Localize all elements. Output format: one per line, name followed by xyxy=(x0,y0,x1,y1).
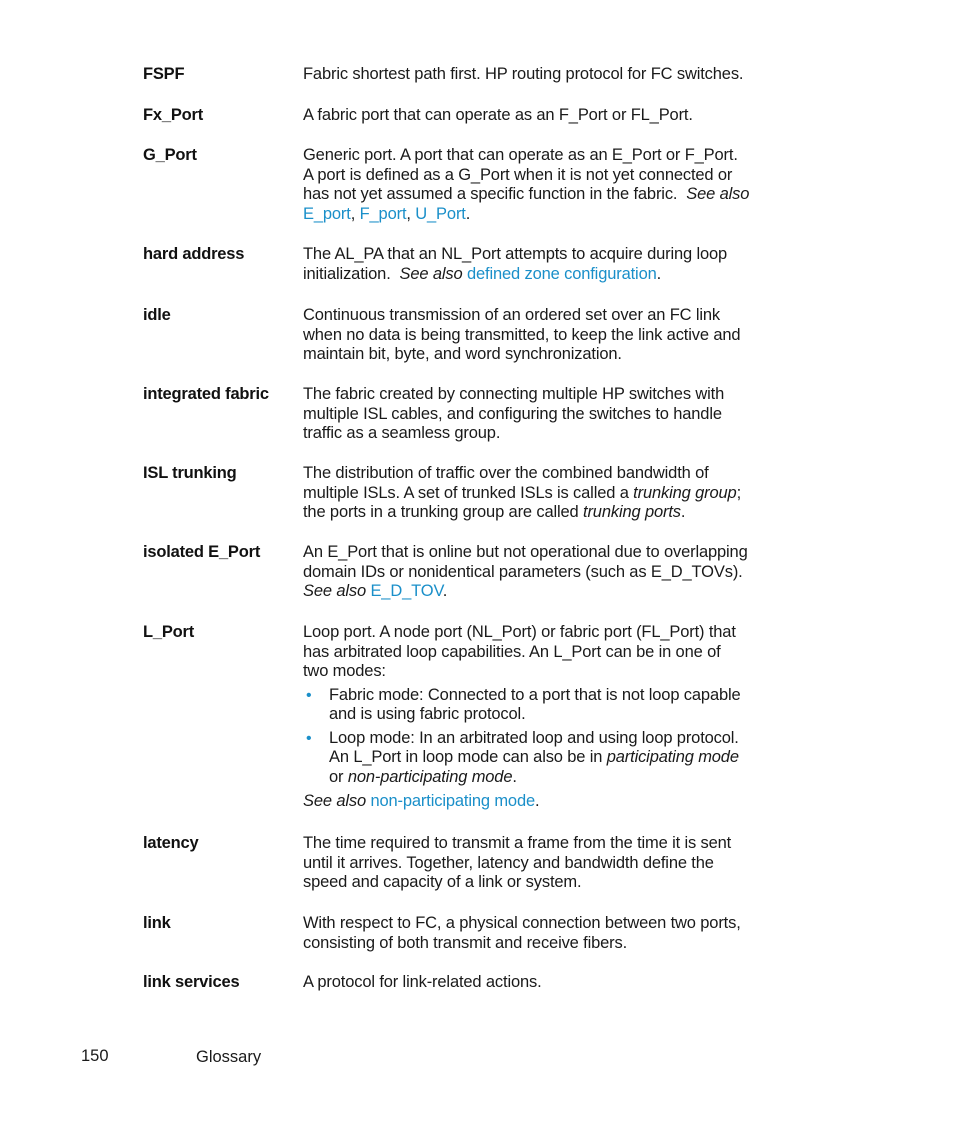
definition-line: Continuous transmission of an ordered set over an FC link xyxy=(303,306,720,324)
bullet-line xyxy=(329,768,783,788)
glossary-term: idle xyxy=(143,306,171,324)
glossary-term: hard address xyxy=(143,245,245,263)
see-also-label: See also xyxy=(399,264,463,283)
glossary-definition xyxy=(303,464,783,523)
definition-line: domain IDs or nonidentical parameters (such as E_D_TOVs). xyxy=(303,562,743,581)
see-also-label: See also xyxy=(303,582,367,600)
emphasis-trunking-ports: trunking ports xyxy=(583,503,681,521)
emphasis-trunking-group: trunking group xyxy=(633,483,737,502)
definition-text: the ports in a trunking group are called xyxy=(303,503,584,521)
definition-line xyxy=(303,185,783,205)
see-also-label: See also xyxy=(686,185,750,203)
definition-line: A protocol for link-related actions. xyxy=(303,973,542,991)
glossary-term: ISL trunking xyxy=(143,464,237,482)
link-non-participating-mode[interactable]: non-participating mode xyxy=(370,792,536,810)
glossary-definition xyxy=(303,834,783,893)
definition-line: consisting of both transmit and receive fibers. xyxy=(303,933,628,952)
definition-line: See also non-participating mode. xyxy=(303,792,540,810)
list-item xyxy=(303,729,783,788)
bullet-line: Fabric mode: Connected to a port that is not loop capable xyxy=(329,685,741,704)
definition-line: A fabric port that can operate as an F_Port or FL_Port. xyxy=(303,106,693,124)
page-number: 150 xyxy=(81,1047,109,1065)
definition-line: maintain bit, byte, and word synchronization. xyxy=(303,345,622,363)
bullet-line: Loop mode: In an arbitrated loop and using loop protocol. xyxy=(329,728,739,747)
definition-line: has arbitrated loop capabilities. An L_Port can be in one of xyxy=(303,642,721,661)
definition-line: An E_Port that is online but not operational due to overlapping xyxy=(303,543,748,561)
bullet-text: An L_Port in loop mode can also be in xyxy=(329,748,607,766)
definition-text: initialization. xyxy=(303,264,391,283)
glossary-definition xyxy=(303,106,783,126)
glossary-term: link xyxy=(143,914,171,932)
link-u-port[interactable]: U_Port xyxy=(415,204,466,223)
glossary-definition xyxy=(303,543,783,602)
definition-line: speed and capacity of a link or system. xyxy=(303,873,582,891)
glossary-definition xyxy=(303,623,783,812)
bullet-icon: • xyxy=(306,686,312,704)
definition-line: See also E_D_TOV. xyxy=(303,582,448,600)
glossary-definition xyxy=(303,914,783,953)
definition-line: The time required to transmit a frame from the time it is sent xyxy=(303,834,732,852)
glossary-term: FSPF xyxy=(143,65,185,83)
bullet-text: or xyxy=(329,767,348,786)
definition-line: The AL_PA that an NL_Port attempts to acquire during loop xyxy=(303,245,728,263)
definition-line xyxy=(303,503,783,523)
definition-line: traffic as a seamless group. xyxy=(303,424,501,442)
glossary-term: isolated E_Port xyxy=(143,543,261,561)
glossary-definition xyxy=(303,245,783,284)
bullet-line: and is using fabric protocol. xyxy=(329,705,526,723)
glossary-definition xyxy=(303,385,783,444)
glossary-term: link services xyxy=(143,973,240,991)
bullet-icon: • xyxy=(306,729,312,747)
punctuation: . xyxy=(680,503,686,521)
link-e-d-tov[interactable]: E_D_TOV xyxy=(370,582,443,600)
definition-text: has not yet assumed a specific function in the fabric. xyxy=(303,185,678,203)
definition-line: until it arrives. Together, latency and bandwidth define the xyxy=(303,853,714,872)
bullet-line xyxy=(329,748,783,768)
glossary-term: G_Port xyxy=(143,146,197,164)
definition-line: A port is defined as a G_Port when it is not yet connected or xyxy=(303,165,733,184)
definition-line: Generic port. A port that can operate as an E_Port or F_Port. xyxy=(303,146,738,164)
definition-line xyxy=(303,484,783,504)
glossary-definition xyxy=(303,65,783,85)
see-also-label: See also xyxy=(303,792,367,810)
link-e-port[interactable]: E_port xyxy=(303,204,351,223)
definition-line: The distribution of traffic over the combined bandwidth of xyxy=(303,464,709,482)
link-defined-zone-configuration[interactable]: defined zone configuration xyxy=(466,264,657,283)
definition-line: multiple ISL cables, and configuring the switches to handle xyxy=(303,404,722,423)
footer-section-title: Glossary xyxy=(196,1048,262,1066)
punctuation: ; xyxy=(736,483,741,502)
definition-line: E_port, F_port, U_Port. xyxy=(303,204,471,223)
glossary-term: L_Port xyxy=(143,623,195,641)
definition-line: two modes: xyxy=(303,662,386,680)
glossary-definition xyxy=(303,306,783,365)
emphasis-non-participating-mode: non-participating mode xyxy=(347,767,513,786)
glossary-term: Fx_Port xyxy=(143,106,204,124)
glossary-term: latency xyxy=(143,834,199,852)
definition-line: when no data is being transmitted, to keep the link active and xyxy=(303,325,741,344)
definition-line: Loop port. A node port (NL_Port) or fabric port (FL_Port) that xyxy=(303,623,736,641)
definition-line: Fabric shortest path first. HP routing protocol for FC switches. xyxy=(303,65,744,83)
definition-line: initialization. See also defined zone configuration. xyxy=(303,264,662,283)
emphasis-participating-mode: participating mode xyxy=(606,748,739,766)
definition-text: multiple ISLs. A set of trunked ISLs is called a xyxy=(303,483,634,502)
definition-line: With respect to FC, a physical connection between two ports, xyxy=(303,914,741,932)
punctuation: . xyxy=(512,767,517,786)
glossary-definition xyxy=(303,146,783,224)
definition-line: The fabric created by connecting multiple HP switches with xyxy=(303,385,725,403)
glossary-term: integrated fabric xyxy=(143,385,269,403)
mode-list xyxy=(303,686,783,788)
link-f-port[interactable]: F_port xyxy=(359,204,407,223)
list-item xyxy=(303,686,783,725)
glossary-definition xyxy=(303,973,783,993)
